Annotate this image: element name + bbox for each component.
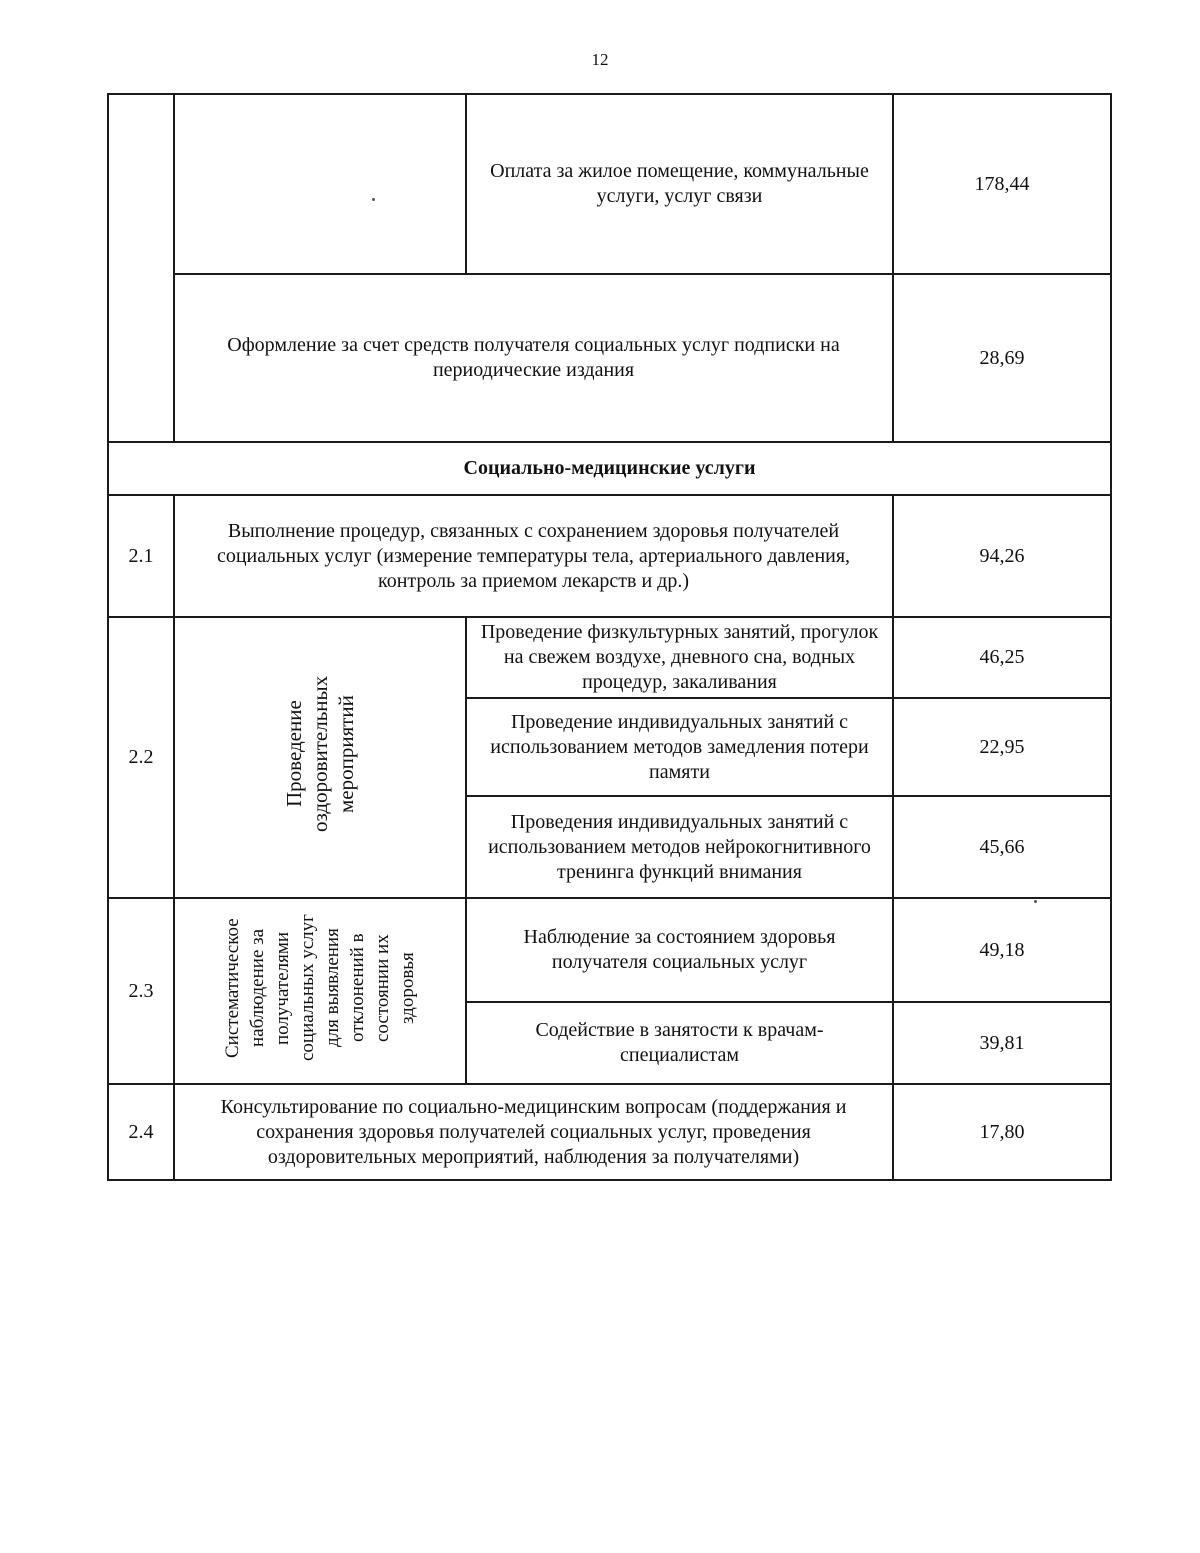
service-name: Выполнение процедур, связанных с сохранением здоровья получателей социальных услуг (измерение температуры тела, артериального давления, контроль за приемом лекарств и др.) [216,519,851,592]
service-name-cell [466,1002,893,1084]
price-value: 46,25 [979,646,1025,668]
service-name-cell [466,796,893,898]
table-row [108,898,1111,1002]
price-value: 94,26 [979,544,1025,567]
service-name: Проведение индивидуальных занятий с использованием методов замедления потери памяти [490,710,869,783]
service-name-cell [466,94,893,274]
section-title: Социально-медицинские услуги [108,442,1111,495]
service-name: Наблюдение за состоянием здоровья получателя социальных услуг [523,926,836,973]
price-cell [893,274,1111,442]
service-name-cell [174,495,893,617]
service-name: Содействие в занятости к врачам-специалистам [535,1019,824,1066]
table-row [108,274,1111,442]
row-number: 2.1 [108,495,174,617]
service-name: Оформление за счет средств получателя социальных услуг подписки на периодические издания [227,334,840,381]
row-number-empty [108,94,174,442]
service-name-cell [174,274,893,442]
price-value: 178,44 [974,172,1030,195]
service-name: Оплата за жилое помещение, коммунальные услуги, услуг связи [490,160,869,207]
service-name-cell [174,1084,893,1180]
price-cell [893,94,1111,274]
price-value: 45,66 [979,835,1025,858]
service-name: Проведения индивидуальных занятий с использованием методов нейрокогнитивного тренинга функций внимания [488,810,871,883]
service-name-cell [466,898,893,1002]
price-cell [893,617,1111,698]
service-name: Консультирование по социально-медицинским вопросам (поддержания и сохранения здоровья получателей социальных услуг, проведения оздоровительных мероприятий, наблюдения за получателями) [220,1095,847,1168]
price-value: 49,18 [979,938,1025,961]
table-row [108,495,1111,617]
group-label-vertical: Проведение оздоровительных мероприятий [282,675,358,833]
empty-cell [174,94,466,274]
price-value: 17,80 [979,1120,1025,1143]
row-number: 2.3 [108,898,174,1084]
service-name: Проведение физкультурных занятий, прогулок на свежем воздухе, дневного сна, водных процедур, закаливания [480,621,879,693]
service-name-cell [466,617,893,698]
price-value: 22,95 [979,735,1025,758]
service-name-cell [466,698,893,796]
group-label-vertical: Систематическое наблюдение за получателями социальных услуг для выявления отклонений в состоянии их здоровья [222,914,418,1061]
row-number: 2.2 [108,617,174,898]
table-row [108,1084,1111,1180]
price-cell [893,1002,1111,1084]
page-number: 12 [591,50,609,69]
group-label-cell [174,898,466,1084]
price-cell [893,796,1111,898]
price-value: 28,69 [979,346,1025,369]
row-number: 2.4 [108,1084,174,1180]
table-row [108,617,1111,698]
group-label-cell [174,617,466,898]
price-cell [893,898,1111,1002]
price-cell [893,495,1111,617]
price-cell [893,698,1111,796]
scan-speck [372,198,375,201]
price-value: 39,81 [979,1031,1025,1054]
services-table [107,93,1112,1181]
section-header-row [108,442,1111,495]
scan-speck [1034,900,1037,903]
table-row [108,94,1111,274]
price-cell [893,1084,1111,1180]
